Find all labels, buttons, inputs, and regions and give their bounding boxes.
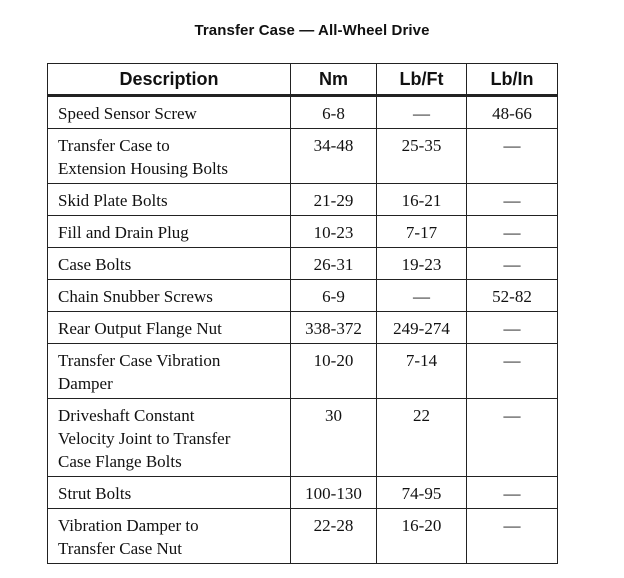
row-description: Speed Sensor Screw (48, 96, 291, 129)
row-description: Chain Snubber Screws (48, 280, 291, 312)
row-description: Vibration Damper to Transfer Case Nut (48, 509, 291, 564)
row-lbft: 74-95 (377, 477, 467, 509)
row-lbin: — (467, 399, 558, 477)
row-description: Driveshaft Constant Velocity Joint to Transfer Case Flange Bolts (48, 399, 291, 477)
row-lbin: — (467, 477, 558, 509)
row-description: Skid Plate Bolts (48, 184, 291, 216)
table-row (48, 96, 558, 129)
table-row (48, 129, 558, 184)
page-title: Transfer Case — All-Wheel Drive (194, 22, 430, 39)
row-nm: 6-8 (291, 96, 377, 129)
table-row (48, 344, 558, 399)
row-nm: 22-28 (291, 509, 377, 564)
row-lbin: — (467, 509, 558, 564)
column-header-description: Description (48, 64, 291, 96)
table-row (48, 312, 558, 344)
row-description: Transfer Case Vibration Damper (48, 344, 291, 399)
row-nm: 6-9 (291, 280, 377, 312)
row-lbft: 16-20 (377, 509, 467, 564)
torque-spec-table (47, 63, 558, 564)
row-lbft: 22 (377, 399, 467, 477)
row-description: Fill and Drain Plug (48, 216, 291, 248)
column-header-lbft: Lb/Ft (377, 64, 467, 96)
table-row (48, 280, 558, 312)
row-nm: 100-130 (291, 477, 377, 509)
table-row (48, 248, 558, 280)
row-description: Case Bolts (48, 248, 291, 280)
row-lbft: 7-17 (377, 216, 467, 248)
row-nm: 26-31 (291, 248, 377, 280)
row-lbin: — (467, 312, 558, 344)
table-header-row (48, 64, 558, 96)
row-lbin: — (467, 129, 558, 184)
row-lbft: 7-14 (377, 344, 467, 399)
row-lbin: 48-66 (467, 96, 558, 129)
row-lbft: — (377, 280, 467, 312)
row-lbin: — (467, 184, 558, 216)
row-lbin: — (467, 248, 558, 280)
row-nm: 34-48 (291, 129, 377, 184)
row-lbft: 19-23 (377, 248, 467, 280)
row-lbin: 52-82 (467, 280, 558, 312)
table-row (48, 477, 558, 509)
row-nm: 30 (291, 399, 377, 477)
row-description: Rear Output Flange Nut (48, 312, 291, 344)
row-nm: 10-23 (291, 216, 377, 248)
table-row (48, 216, 558, 248)
table-row (48, 184, 558, 216)
row-lbft: — (377, 96, 467, 129)
row-description: Transfer Case to Extension Housing Bolts (48, 129, 291, 184)
table-row (48, 509, 558, 564)
column-header-nm: Nm (291, 64, 377, 96)
row-description: Strut Bolts (48, 477, 291, 509)
row-nm: 338-372 (291, 312, 377, 344)
row-lbft: 249-274 (377, 312, 467, 344)
column-header-lbin: Lb/In (467, 64, 558, 96)
row-lbin: — (467, 216, 558, 248)
row-nm: 21-29 (291, 184, 377, 216)
row-lbft: 16-21 (377, 184, 467, 216)
table-row (48, 399, 558, 477)
row-lbin: — (467, 344, 558, 399)
row-nm: 10-20 (291, 344, 377, 399)
row-lbft: 25-35 (377, 129, 467, 184)
